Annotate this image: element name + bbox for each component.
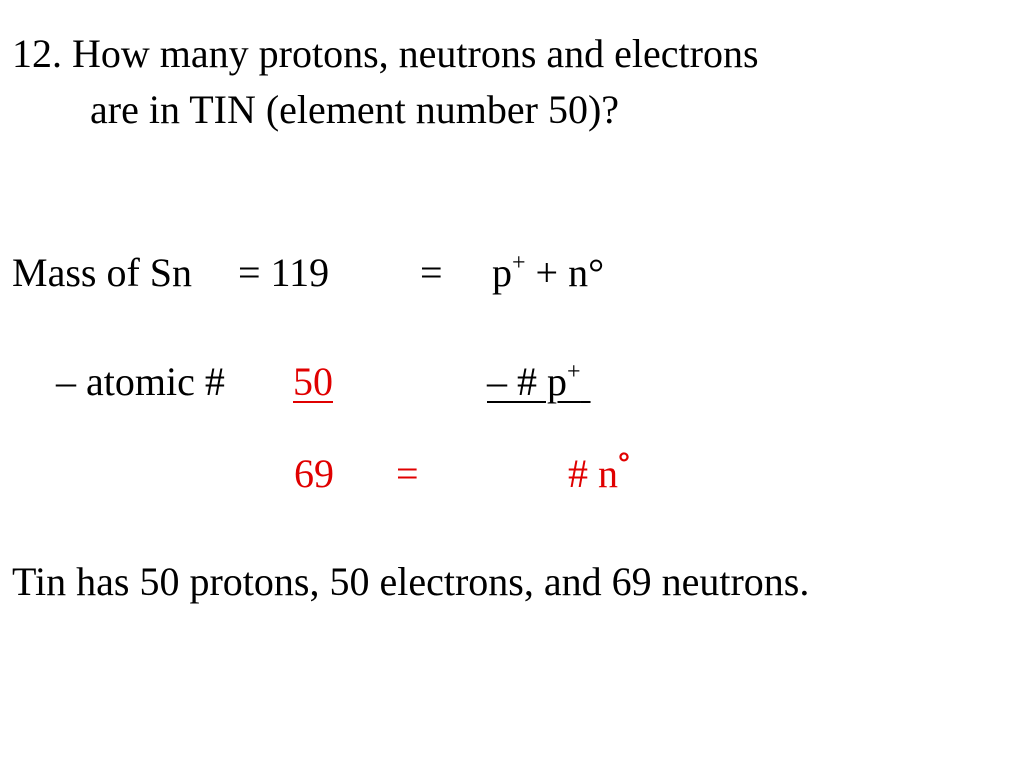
- minus-protons: [487, 359, 591, 404]
- result-equals: =: [396, 451, 419, 496]
- minus-protons-text: – # p: [487, 359, 567, 404]
- atomic-number-value: 50: [293, 359, 333, 404]
- proton-symbol: p: [492, 250, 512, 295]
- mass-value: = 119: [238, 250, 330, 295]
- neutron-degree: °: [588, 250, 605, 295]
- neutron-degree-bold: °: [618, 447, 630, 480]
- minus-protons-charge: +: [567, 359, 581, 385]
- answer-sentence: Tin has 50 protons, 50 electrons, and 69 neutrons.: [12, 559, 810, 604]
- neutron-sum: + n: [535, 250, 589, 295]
- proton-charge: +: [512, 250, 526, 276]
- neutron-count-label: [568, 447, 630, 496]
- neutron-count-text: # n: [568, 451, 618, 496]
- neutron-result-value: 69: [294, 451, 334, 496]
- atomic-label: – atomic #: [56, 359, 225, 404]
- mass-label: Mass of Sn: [12, 250, 193, 295]
- question-line-1: 12. How many protons, neutrons and electrons: [12, 31, 759, 76]
- mass-equals: =: [420, 250, 443, 295]
- question-line-2: are in TIN (element number 50)?: [90, 87, 620, 132]
- mass-formula: [492, 250, 605, 295]
